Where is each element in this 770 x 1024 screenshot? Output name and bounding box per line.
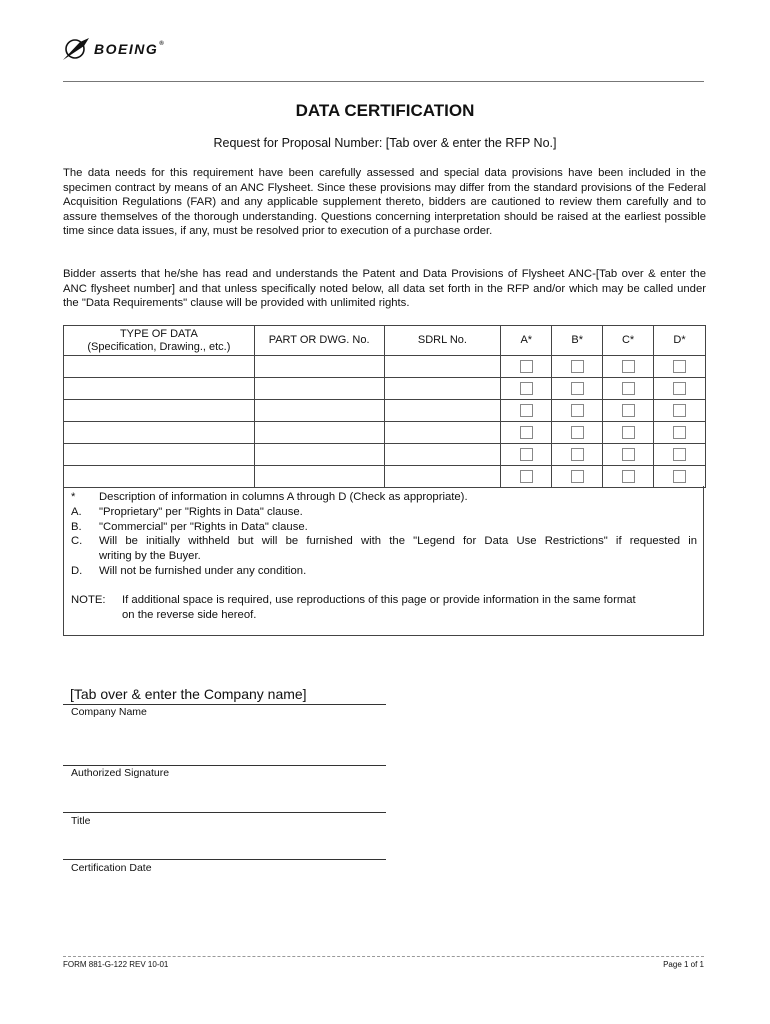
- checkbox-a[interactable]: [520, 426, 533, 439]
- document-title: DATA CERTIFICATION: [295, 101, 475, 120]
- type-of-data-cell[interactable]: [64, 356, 255, 378]
- checkbox-c[interactable]: [622, 404, 635, 417]
- checkbox-cell-a: [501, 422, 552, 444]
- type-of-data-cell[interactable]: [64, 444, 255, 466]
- checkbox-cell-b: [552, 378, 603, 400]
- part-dwg-cell[interactable]: [254, 400, 384, 422]
- table-header-row: [64, 326, 706, 356]
- checkbox-cell-a: [501, 400, 552, 422]
- checkbox-cell-b: [552, 466, 603, 488]
- part-dwg-cell[interactable]: [254, 444, 384, 466]
- checkbox-c[interactable]: [622, 382, 635, 395]
- sdrl-cell[interactable]: [384, 466, 501, 488]
- checkbox-d[interactable]: [673, 360, 686, 373]
- part-dwg-cell[interactable]: [254, 356, 384, 378]
- checkbox-c[interactable]: [622, 470, 635, 483]
- col-a: A*: [501, 326, 552, 356]
- checkbox-cell-c: [603, 378, 654, 400]
- company-name-field[interactable]: [Tab over & enter the Company name]: [70, 686, 307, 702]
- note-star: * Description of information in columns A through D (Check as appropriate).: [71, 491, 468, 503]
- part-dwg-cell[interactable]: [254, 378, 384, 400]
- title-line[interactable]: [63, 812, 386, 813]
- checkbox-cell-b: [552, 400, 603, 422]
- checkbox-a[interactable]: [520, 382, 533, 395]
- checkbox-cell-d: [654, 444, 706, 466]
- checkbox-c[interactable]: [622, 426, 635, 439]
- checkbox-a[interactable]: [520, 448, 533, 461]
- checkbox-cell-b: [552, 422, 603, 444]
- checkbox-cell-c: [603, 356, 654, 378]
- checkbox-cell-a: [501, 466, 552, 488]
- header-rule: [63, 81, 704, 82]
- checkbox-a[interactable]: [520, 470, 533, 483]
- checkbox-cell-d: [654, 356, 706, 378]
- signature-label: Authorized Signature: [71, 767, 170, 779]
- sdrl-cell[interactable]: [384, 444, 501, 466]
- checkbox-b[interactable]: [571, 448, 584, 461]
- checkbox-d[interactable]: [673, 470, 686, 483]
- checkbox-cell-c: [603, 466, 654, 488]
- sdrl-cell[interactable]: [384, 422, 501, 444]
- table-row: [64, 400, 706, 422]
- col-b: B*: [552, 326, 603, 356]
- boeing-wordmark: BOEING®: [94, 41, 166, 57]
- table-row: [64, 378, 706, 400]
- note-a: A. "Proprietary" per "Rights in Data" clause.: [71, 506, 303, 518]
- assertion-paragraph: Bidder asserts that he/she has read and understands the Patent and Data Provisions of Flysheet ANC-[Tab over & enter the ANC flysheet number] and that unless specifically noted below, all data set forth in the RFP and/or which may be called under the "Data Requirements" clause will be provided with unlimited rights.: [63, 268, 706, 310]
- note-c: C. Will be initially withheld but will be furnished with the "Legend for Data Use Restrictions" if requested in writing by the Buyer.: [71, 535, 697, 562]
- part-dwg-cell[interactable]: [254, 422, 384, 444]
- checkbox-cell-d: [654, 422, 706, 444]
- note-additional-space: NOTE: If additional space is required, use reproductions of this page or provide information in the same format on the reverse side hereof.: [71, 594, 636, 621]
- data-table: [63, 325, 706, 488]
- type-of-data-cell[interactable]: [64, 400, 255, 422]
- certification-date-line[interactable]: [63, 859, 386, 860]
- checkbox-d[interactable]: [673, 426, 686, 439]
- checkbox-b[interactable]: [571, 470, 584, 483]
- checkbox-cell-a: [501, 378, 552, 400]
- checkbox-cell-b: [552, 356, 603, 378]
- col-sdrl: SDRL No.: [384, 326, 501, 356]
- notes-box: [63, 486, 704, 636]
- checkbox-cell-d: [654, 466, 706, 488]
- checkbox-b[interactable]: [571, 426, 584, 439]
- checkbox-cell-c: [603, 422, 654, 444]
- table-row: [64, 422, 706, 444]
- checkbox-b[interactable]: [571, 382, 584, 395]
- col-part-dwg: PART OR DWG. No.: [254, 326, 384, 356]
- page-number: Page 1 of 1: [663, 960, 704, 969]
- checkbox-b[interactable]: [571, 404, 584, 417]
- sdrl-cell[interactable]: [384, 400, 501, 422]
- title-label: Title: [71, 815, 91, 827]
- checkbox-c[interactable]: [622, 448, 635, 461]
- checkbox-cell-b: [552, 444, 603, 466]
- type-of-data-cell[interactable]: [64, 378, 255, 400]
- sdrl-cell[interactable]: [384, 356, 501, 378]
- checkbox-d[interactable]: [673, 448, 686, 461]
- checkbox-a[interactable]: [520, 404, 533, 417]
- col-d: D*: [654, 326, 706, 356]
- checkbox-cell-d: [654, 378, 706, 400]
- checkbox-a[interactable]: [520, 360, 533, 373]
- boeing-bird-icon: [62, 36, 90, 62]
- note-b: B. "Commercial" per "Rights in Data" clause.: [71, 521, 308, 533]
- sdrl-cell[interactable]: [384, 378, 501, 400]
- table-row: [64, 466, 706, 488]
- table-row: [64, 444, 706, 466]
- col-c: C*: [603, 326, 654, 356]
- part-dwg-cell[interactable]: [254, 466, 384, 488]
- type-of-data-cell[interactable]: [64, 422, 255, 444]
- checkbox-cell-d: [654, 400, 706, 422]
- checkbox-cell-a: [501, 356, 552, 378]
- type-of-data-cell[interactable]: [64, 466, 255, 488]
- checkbox-cell-c: [603, 444, 654, 466]
- note-d: D. Will not be furnished under any condition.: [71, 565, 307, 577]
- checkbox-cell-c: [603, 400, 654, 422]
- company-name-label: Company Name: [71, 706, 147, 718]
- signature-line[interactable]: [63, 765, 386, 766]
- table-row: [64, 356, 706, 378]
- checkbox-c[interactable]: [622, 360, 635, 373]
- boeing-logo: [62, 34, 165, 64]
- checkbox-d[interactable]: [673, 382, 686, 395]
- form-number: FORM 881-G-122 REV 10-01: [63, 960, 169, 969]
- certification-date-label: Certification Date: [71, 862, 152, 874]
- intro-paragraph: The data needs for this requirement have been carefully assessed and special data provisions have been included in the specimen contract by means of an ANC Flysheet. Since these provisions may differ from the standard provisions of the Federal Acquisition Regulations (FAR) and any applicable supplement thereto, bidders are cautioned to review them carefully and to assure themselves of the thorough understanding. Questions concerning interpretation should be raised at the earliest possible time since data issues, if any, must be resolved prior to execution of a purchase order.: [63, 167, 706, 238]
- checkbox-cell-a: [501, 444, 552, 466]
- col-type-of-data: TYPE OF DATA (Specification, Drawing., etc.): [64, 326, 255, 356]
- company-name-line: [63, 704, 386, 705]
- footer-rule: [63, 956, 704, 957]
- rfp-number-field[interactable]: Request for Proposal Number: [Tab over & enter the RFP No.]: [213, 136, 557, 150]
- checkbox-d[interactable]: [673, 404, 686, 417]
- checkbox-b[interactable]: [571, 360, 584, 373]
